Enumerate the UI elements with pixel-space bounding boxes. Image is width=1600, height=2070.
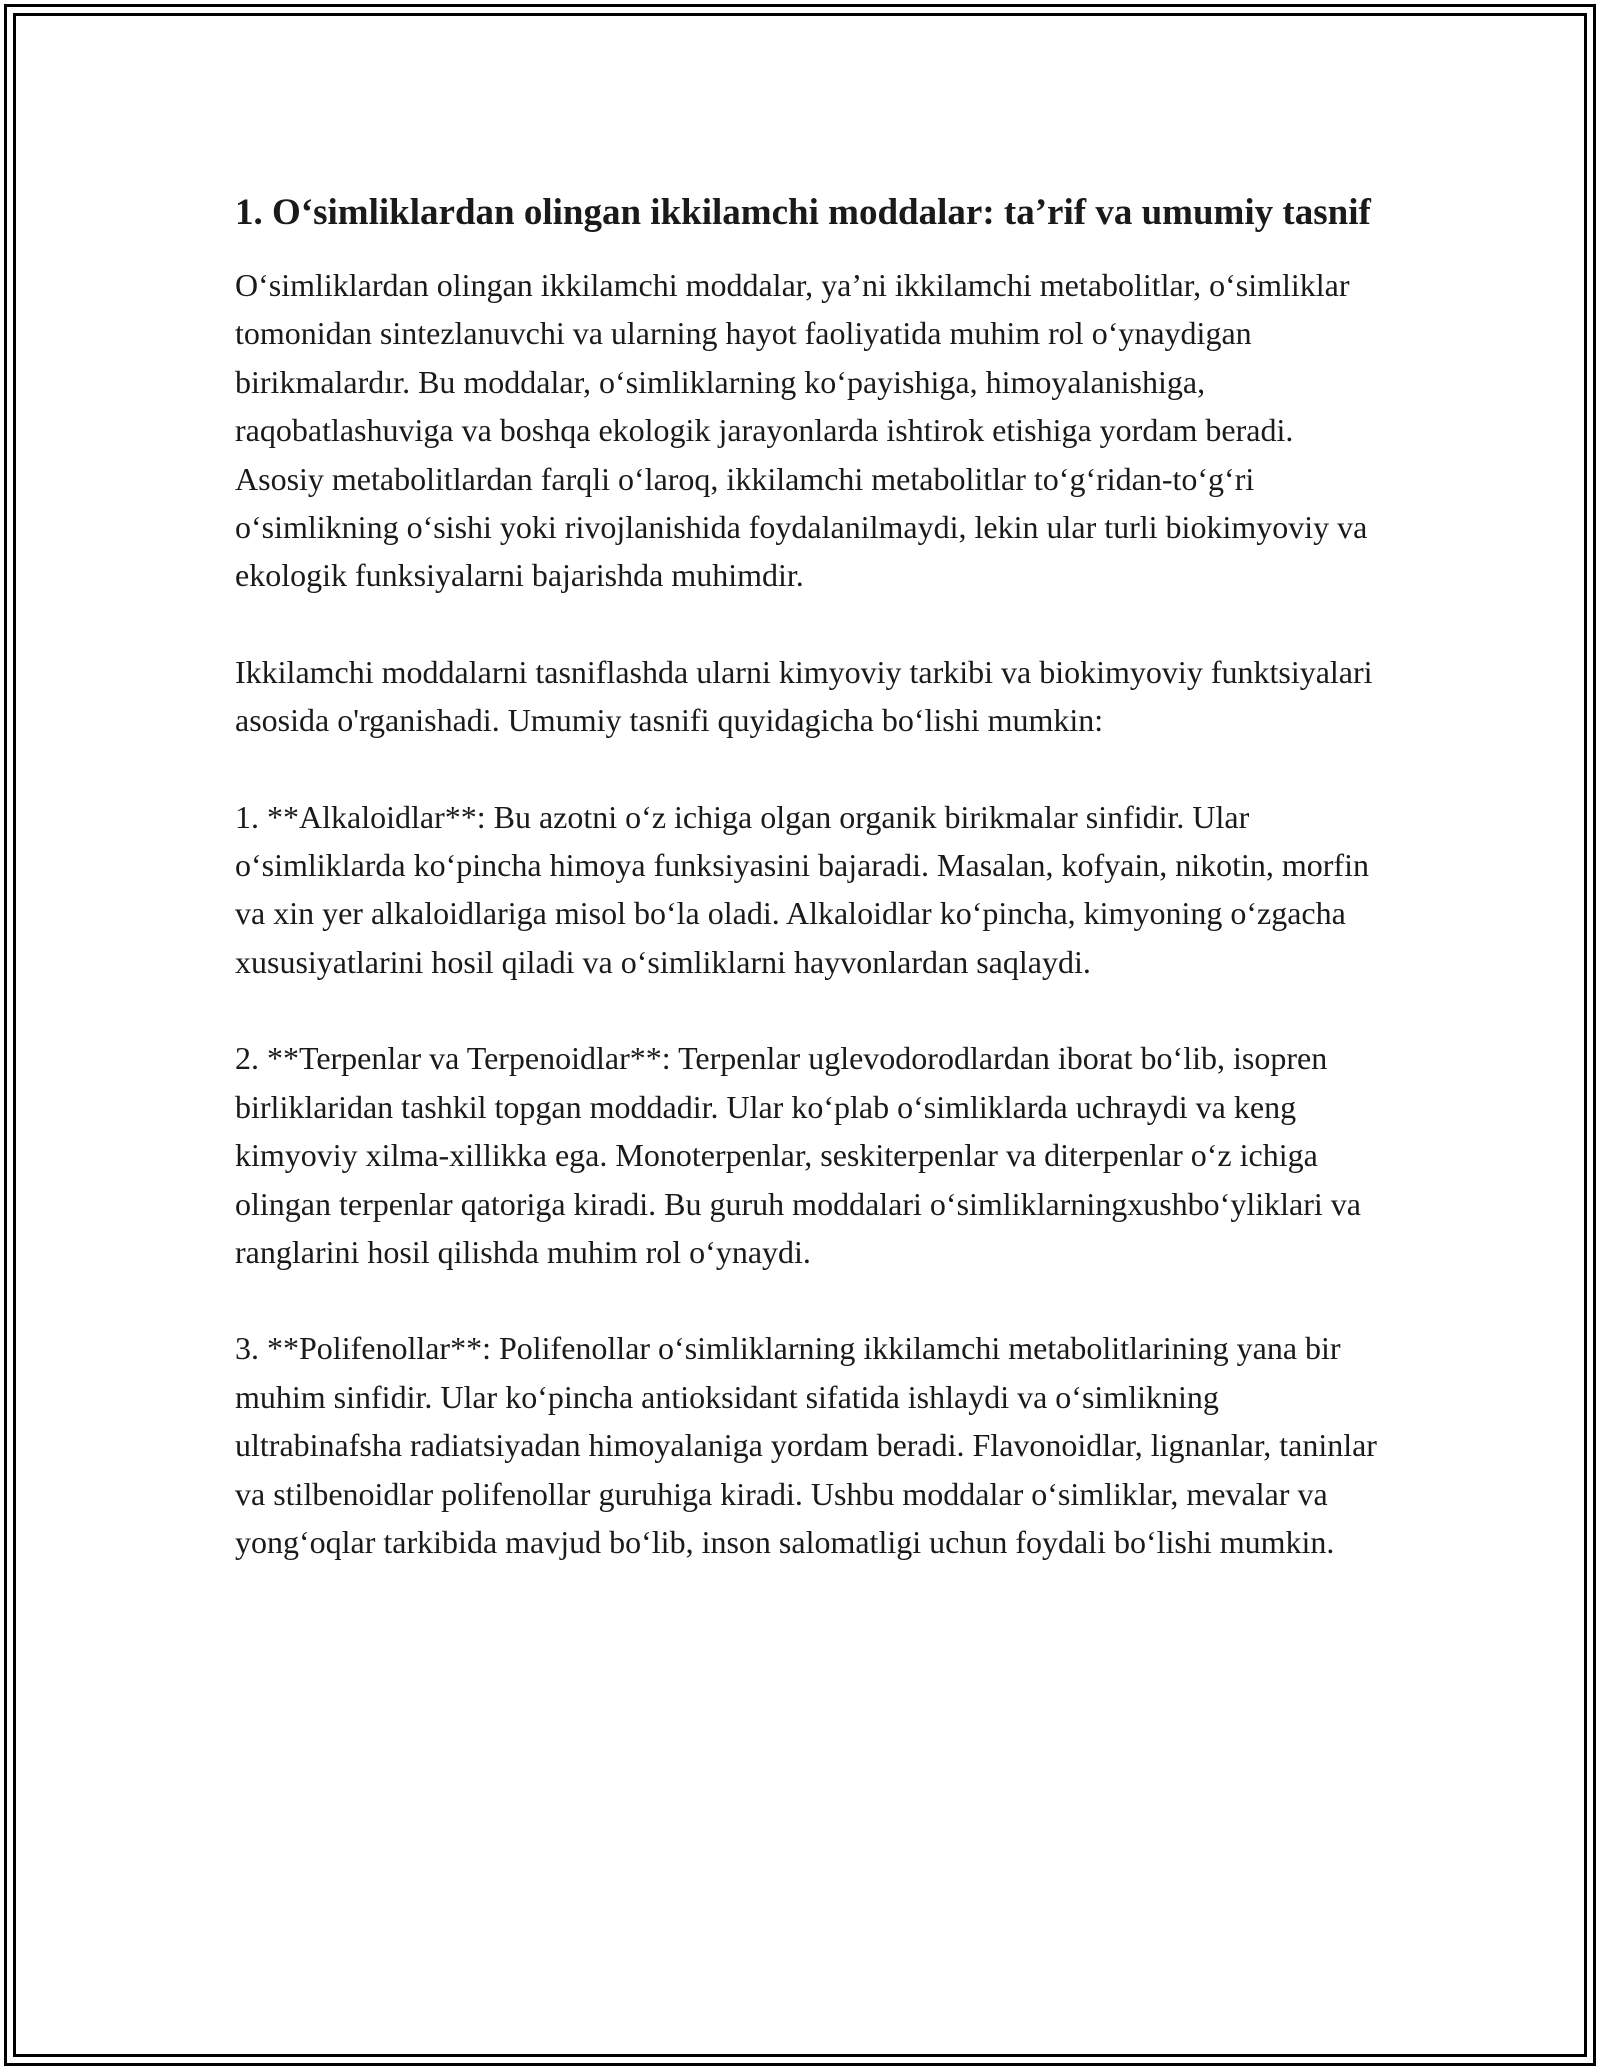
paragraph-alkaloids: 1. **Alkaloidlar**: Bu azotni o‘z ichiga olgan organik birikmalar sinfidir. Ular o‘simliklarda ko‘pincha himoya funksiyasini bajaradi. Masalan, kofyain, nikotin, morfin va xin yer alkaloidlariga misol bo‘la oladi. Alkaloidlar ko‘pincha, kimyoning o‘zgacha xususiyatlarini hosil qiladi va o‘simliklarni hayvonlardan saqlaydi. bbox=[235, 798, 1369, 980]
document-body bbox=[235, 185, 1380, 1614]
paragraph-polyphenols: 3. **Polifenollar**: Polifenollar o‘simliklarning ikkilamchi metabolitlarining yana bir muhim sinfidir. Ular ko‘pincha antioksidant sifatida ishlaydi va o‘simlikning ultrabinafsha radiatsiyadan himoyalaniga yordam beradi. Flavonoidlar, lignanlar, taninlar va stilbenoidlar polifenollar guruhiga kiradi. Ushbu moddalar o‘simliklar, mevalar va yong‘oqlar tarkibida mavjud bo‘lib, inson salomatligi uchun foydali bo‘lishi mumkin. bbox=[235, 1330, 1377, 1560]
paragraph-classification-intro: Ikkilamchi moddalarni tasniflashda ularni kimyoviy tarkibi va biokimyoviy funktsiyalari asosida o'rganishadi. Umumiy tasnifi quyidagicha bo‘lishi mumkin: bbox=[235, 653, 1373, 739]
section-heading: 1. O‘simliklardan olingan ikkilamchi moddalar: ta’rif va umumiy tasnif bbox=[235, 192, 1371, 233]
paragraph-definition: O‘simliklardan olingan ikkilamchi moddalar, ya’ni ikkilamchi metabolitlar, o‘simliklar tomonidan sintezlanuvchi va ularning hayot faoliyatida muhim rol o‘ynaydigan birikmalardır. Bu moddalar, o‘simliklarning ko‘payishiga, himoyalanishiga, raqobatlashuviga va boshqa ekologik jarayonlarda ishtirok etishiga yordam beradi. Asosiy metabolitlardan farqli o‘laroq, ikkilamchi metabolitlar to‘g‘ridan-to‘g‘ri o‘simlikning o‘sishi yoki rivojlanishida foydalanilmaydi, lekin ular turli biokimyoviy va ekologik funksiyalarni bajarishda muhimdir. bbox=[235, 267, 1368, 594]
paragraph-terpenes: 2. **Terpenlar va Terpenoidlar**: Terpenlar uglevodorodlardan iborat bo‘lib, isopren birliklaridan tashkil topgan moddadir. Ular ko‘plab o‘simliklarda uchraydi va keng kimyoviy xilma-xillikka ega. Monoterpenlar, seskiterpenlar va diterpenlar o‘z ichiga olingan terpenlar qatoriga kiradi. Bu guruh moddalari o‘simliklarningxushbo‘yliklari va ranglarini hosil qilishda muhim rol o‘ynaydi. bbox=[235, 1040, 1361, 1270]
